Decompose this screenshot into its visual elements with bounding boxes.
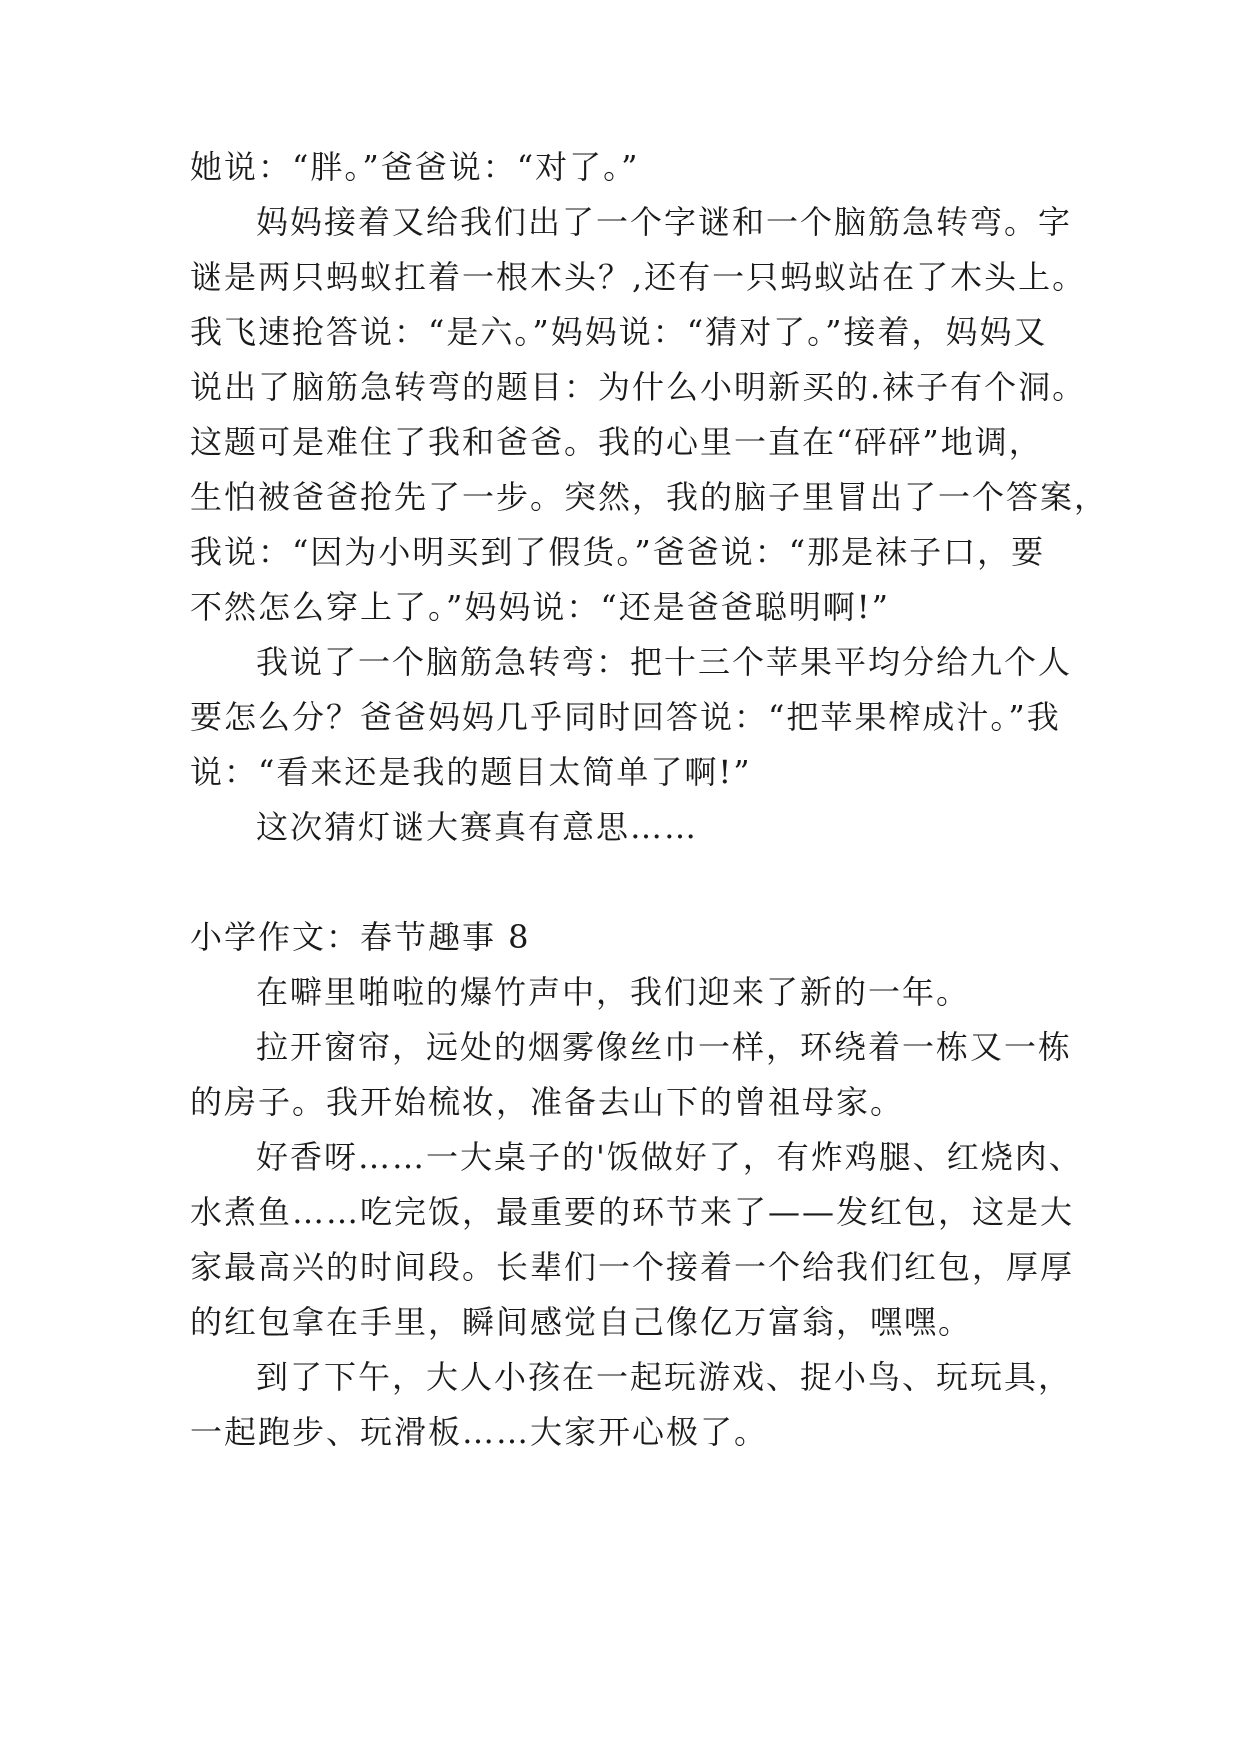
paragraph-start-line: 我说了一个脑筋急转弯：把十三个苹果平均分给九个人 [256,643,1073,681]
text-line: 的红包拿在手里，瞬间感觉自己像亿万富翁，嘿嘿。 [190,1303,973,1341]
paragraph-start-line: 在噼里啪啦的爆竹声中，我们迎来了新的一年。 [256,973,971,1011]
text-line: 她说：“胖。”爸爸说：“对了。” [190,148,640,186]
text-line: 我飞速抢答说：“是六。”妈妈说：“猜对了。”接着，妈妈又 [190,313,1048,351]
paragraph-start-line: 妈妈接着又给我们出了一个字谜和一个脑筋急转弯。字 [256,203,1073,241]
text-line: 要怎么分？爸爸妈妈几乎同时回答说：“把苹果榨成汁。”我 [190,698,1061,736]
text-line: 这题可是难住了我和爸爸。我的心里一直在“砰砰”地调， [190,423,1043,461]
text-line: 一起跑步、玩滑板……大家开心极了。 [190,1413,769,1451]
paragraph-start-line: 这次猜灯谜大赛真有意思…… [256,808,699,846]
paragraph-start-line: 好香呀……一大桌子的'饭做好了，有炸鸡腿、红烧肉、 [256,1138,1083,1176]
text-line: 谜是两只蚂蚁扛着一根木头？,还有一只蚂蚁站在了木头上。 [190,258,1087,296]
text-line: 我说：“因为小明买到了假货。”爸爸说：“那是袜子口，要 [190,533,1046,571]
text-line: 说出了脑筋急转弯的题目：为什么小明新买的.袜子有个洞。 [190,368,1087,406]
text-line: 水煮鱼……吃完饭，最重要的环节来了——发红包，这是大 [190,1193,1075,1231]
text-line: 生怕被爸爸抢先了一步。突然，我的脑子里冒出了一个答案， [190,478,1109,516]
text-line: 说：“看来还是我的题目太简单了啊!” [190,753,752,791]
paragraph-start-line: 到了下午，大人小孩在一起玩游戏、捉小鸟、玩玩具， [256,1358,1073,1396]
text-line: 的房子。我开始梳妆，准备去山下的曾祖母家。 [190,1083,905,1121]
text-line: 不然怎么穿上了。”妈妈说：“还是爸爸聪明啊!” [190,588,890,626]
essay-title: 小学作文：春节趣事 8 [190,918,531,956]
paragraph-start-line: 拉开窗帘，远处的烟雾像丝巾一样，环绕着一栋又一栋 [256,1028,1073,1066]
text-line: 家最高兴的时间段。长辈们一个接着一个给我们红包，厚厚 [190,1248,1075,1286]
